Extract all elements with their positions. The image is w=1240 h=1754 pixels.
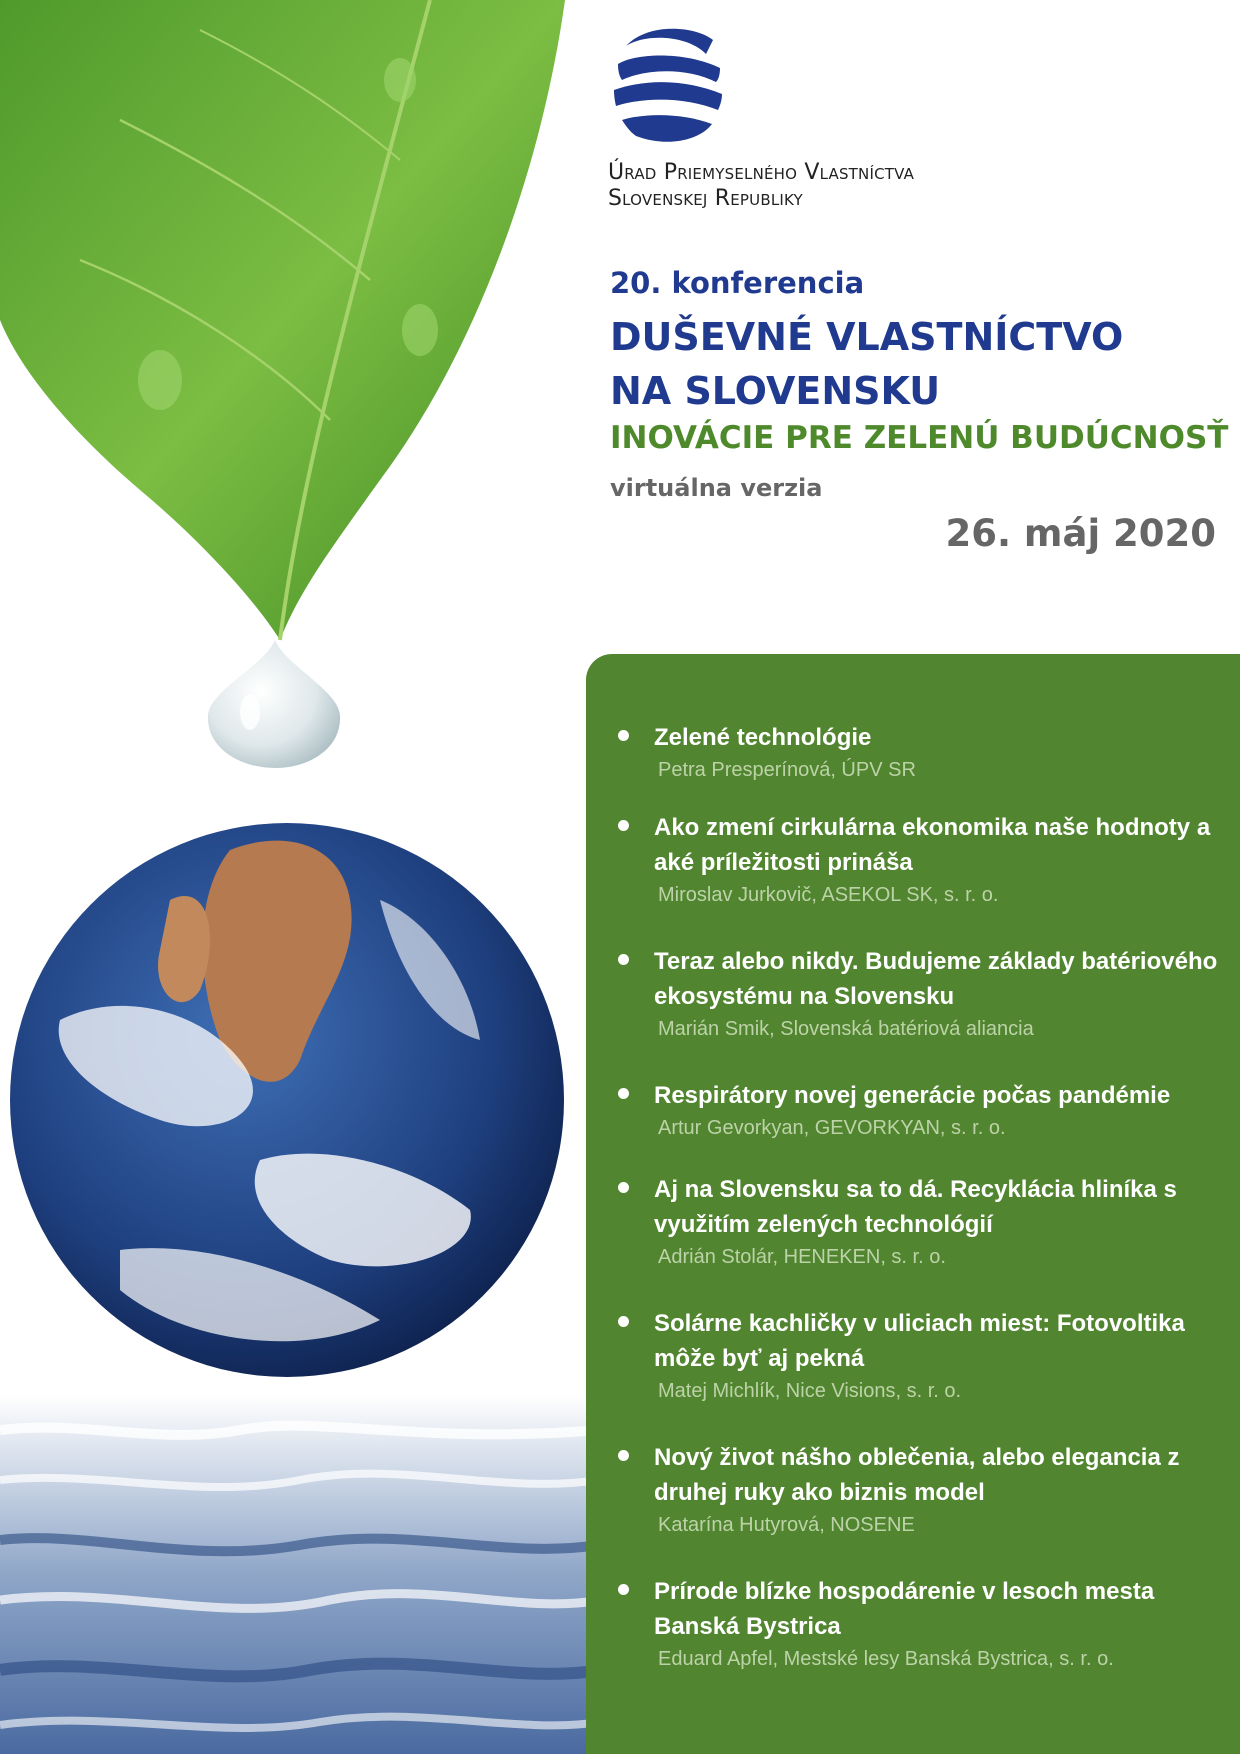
bullet-icon [618, 1088, 629, 1099]
organization-line-1: Úrad Priemyselného Vlastníctva [608, 160, 915, 185]
talk-speaker: Matej Michlík, Nice Visions, s. r. o. [658, 1380, 962, 1402]
talk-speaker: Artur Gevorkyan, GEVORKYAN, s. r. o. [658, 1117, 1006, 1139]
talk-title: Aj na Slovensku sa to dá. Recyklácia hliníka s využitím zelených technológií [654, 1176, 1177, 1238]
conference-subtitle: INOVÁCIE PRE ZELENÚ BUDÚCNOSŤ [610, 420, 1229, 456]
program-item [618, 1440, 1218, 1539]
talk-title: Prírode blízke hospodárenie v lesoch mesta Banská Bystrica [654, 1578, 1155, 1640]
conference-number: 20. konferencia [610, 266, 865, 300]
bullet-icon [618, 730, 629, 741]
leaf-image [0, 0, 565, 640]
water-droplet-image [208, 640, 340, 768]
cover-illustration [0, 0, 600, 1754]
conference-title [610, 310, 1123, 418]
talk-speaker: Eduard Apfel, Mestské lesy Banská Bystrica, s. r. o. [658, 1648, 1114, 1670]
virtual-version-label: virtuálna verzia [610, 474, 823, 502]
talk-title: Respirátory novej generácie počas pandémie [654, 1082, 1171, 1109]
talk-title: Zelené technológie [654, 724, 872, 751]
program-item [618, 1306, 1218, 1405]
program-item [618, 720, 1218, 784]
bullet-icon [618, 1182, 629, 1193]
earth-globe-image [10, 823, 564, 1377]
program-item [618, 1078, 1218, 1142]
bullet-icon [618, 820, 629, 831]
program-item [618, 810, 1218, 909]
bullet-icon [618, 1450, 629, 1461]
talk-speaker: Marián Smik, Slovenská batériová aliancia [658, 1018, 1034, 1040]
talk-title: Solárne kachličky v uliciach miest: Fotovoltika môže byť aj pekná [654, 1310, 1185, 1372]
water-reflection-image [0, 1395, 600, 1754]
talk-speaker: Adrián Stolár, HENEKEN, s. r. o. [658, 1246, 946, 1268]
upv-logo [608, 24, 728, 146]
program-item [618, 1574, 1218, 1673]
bullet-icon [618, 1584, 629, 1595]
title-line-1: DUŠEVNÉ VLASTNÍCTVO [610, 315, 1124, 359]
talk-title: Ako zmení cirkulárna ekonomika naše hodnoty a aké príležitosti prináša [654, 814, 1211, 876]
program-item [618, 1172, 1218, 1271]
talk-title: Nový život nášho oblečenia, alebo elegancia z druhej ruky ako biznis model [654, 1444, 1180, 1506]
organization-line-2: Slovenskej Republiky [608, 186, 803, 211]
talk-speaker: Petra Presperínová, ÚPV SR [658, 759, 916, 781]
conference-date: 26. máj 2020 [945, 512, 1216, 555]
bullet-icon [618, 954, 629, 965]
organization-name [608, 160, 914, 212]
program-item [618, 944, 1218, 1043]
talk-speaker: Katarína Hutyrová, NOSENE [658, 1514, 915, 1536]
bullet-icon [618, 1316, 629, 1327]
talk-speaker: Miroslav Jurkovič, ASEKOL SK, s. r. o. [658, 884, 999, 906]
title-line-2: NA SLOVENSKU [610, 369, 941, 413]
talk-title: Teraz alebo nikdy. Budujeme základy batériového ekosystému na Slovensku [654, 948, 1218, 1010]
